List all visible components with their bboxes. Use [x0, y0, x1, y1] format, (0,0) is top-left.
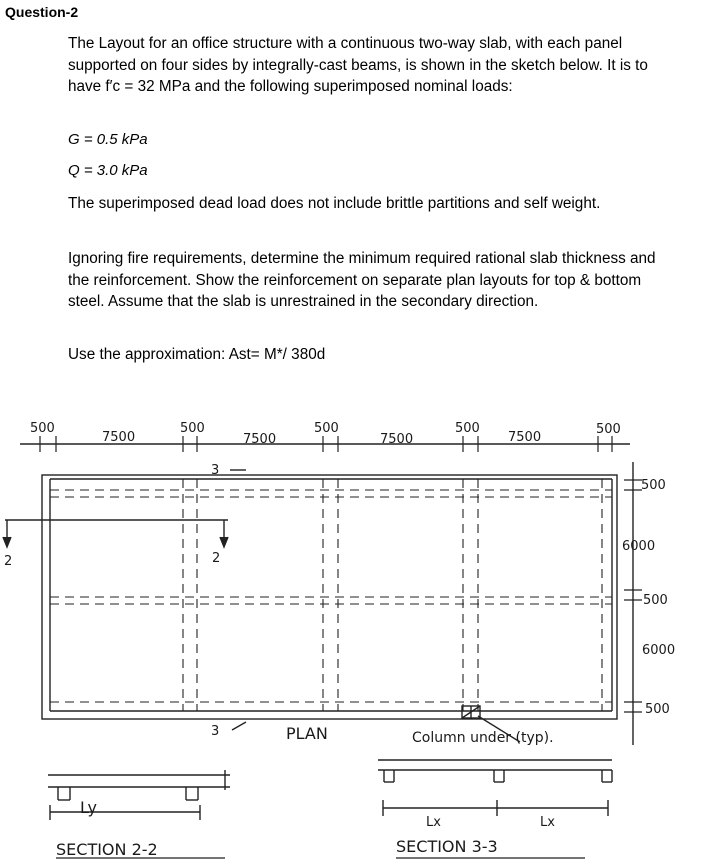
column-label: Column under (typ). [412, 730, 554, 746]
section-mark-3-top: 3 [211, 463, 220, 478]
dim-right-6000-1: 6000 [622, 539, 656, 554]
dead-load-value: G = 0.5 kPa [68, 131, 148, 148]
intro-paragraph: The Layout for an office structure with a continuous two-way slab, with each panel supported on four sides by integrally-cast beams, is shown in the sketch below. It is to have f′c = 32 MPa and the following superimposed nominal loads: [68, 35, 648, 95]
live-load-value: Q = 3.0 kPa [68, 162, 148, 179]
internal-beams [50, 479, 612, 711]
question-heading: Question-2 [5, 4, 79, 20]
section-2-label: SECTION 2-2 [56, 840, 158, 859]
approximation-line: Use the approximation: Ast= M*/ 380d [68, 346, 326, 363]
dim-right-500-1: 500 [641, 478, 666, 493]
section-3-drawing [378, 760, 612, 816]
dim-right-6000-2: 6000 [642, 643, 676, 658]
dim-top-7500-2: 7500 [243, 432, 277, 447]
dim-right-500-2: 500 [643, 593, 668, 608]
dim-right-500-3: 500 [645, 702, 670, 717]
dim-top-7500-1: 7500 [102, 430, 136, 445]
dim-top-500-5: 500 [596, 422, 621, 437]
section-2-drawing [48, 770, 230, 820]
lx-label-2: Lx [540, 815, 555, 830]
section-mark-2-left: 2 [4, 554, 13, 569]
dim-top-500-1: 500 [30, 421, 55, 436]
dim-top-500-3: 500 [314, 421, 339, 436]
section-3-label: SECTION 3-3 [396, 837, 498, 856]
plan-label: PLAN [286, 724, 328, 743]
dim-top-7500-4: 7500 [508, 430, 542, 445]
task-paragraph: Ignoring fire requirements, determine the minimum required rational slab thickness and the reinforcement. Show the reinforcement on separate plan layouts for top & bottom steel. Assume that the slab is unrestrained in the secondary direction. [68, 250, 656, 310]
note-paragraph: The superimposed dead load does not include brittle partitions and self weight. [68, 195, 601, 212]
dim-top-7500-3: 7500 [380, 432, 414, 447]
section-mark-2-right: 2 [212, 551, 221, 566]
dim-top-500-2: 500 [180, 421, 205, 436]
dim-top-500-4: 500 [455, 421, 480, 436]
lx-label-1: Lx [426, 815, 441, 830]
ly-label: Ly [80, 798, 97, 817]
section-mark-3-bottom: 3 [211, 724, 220, 739]
